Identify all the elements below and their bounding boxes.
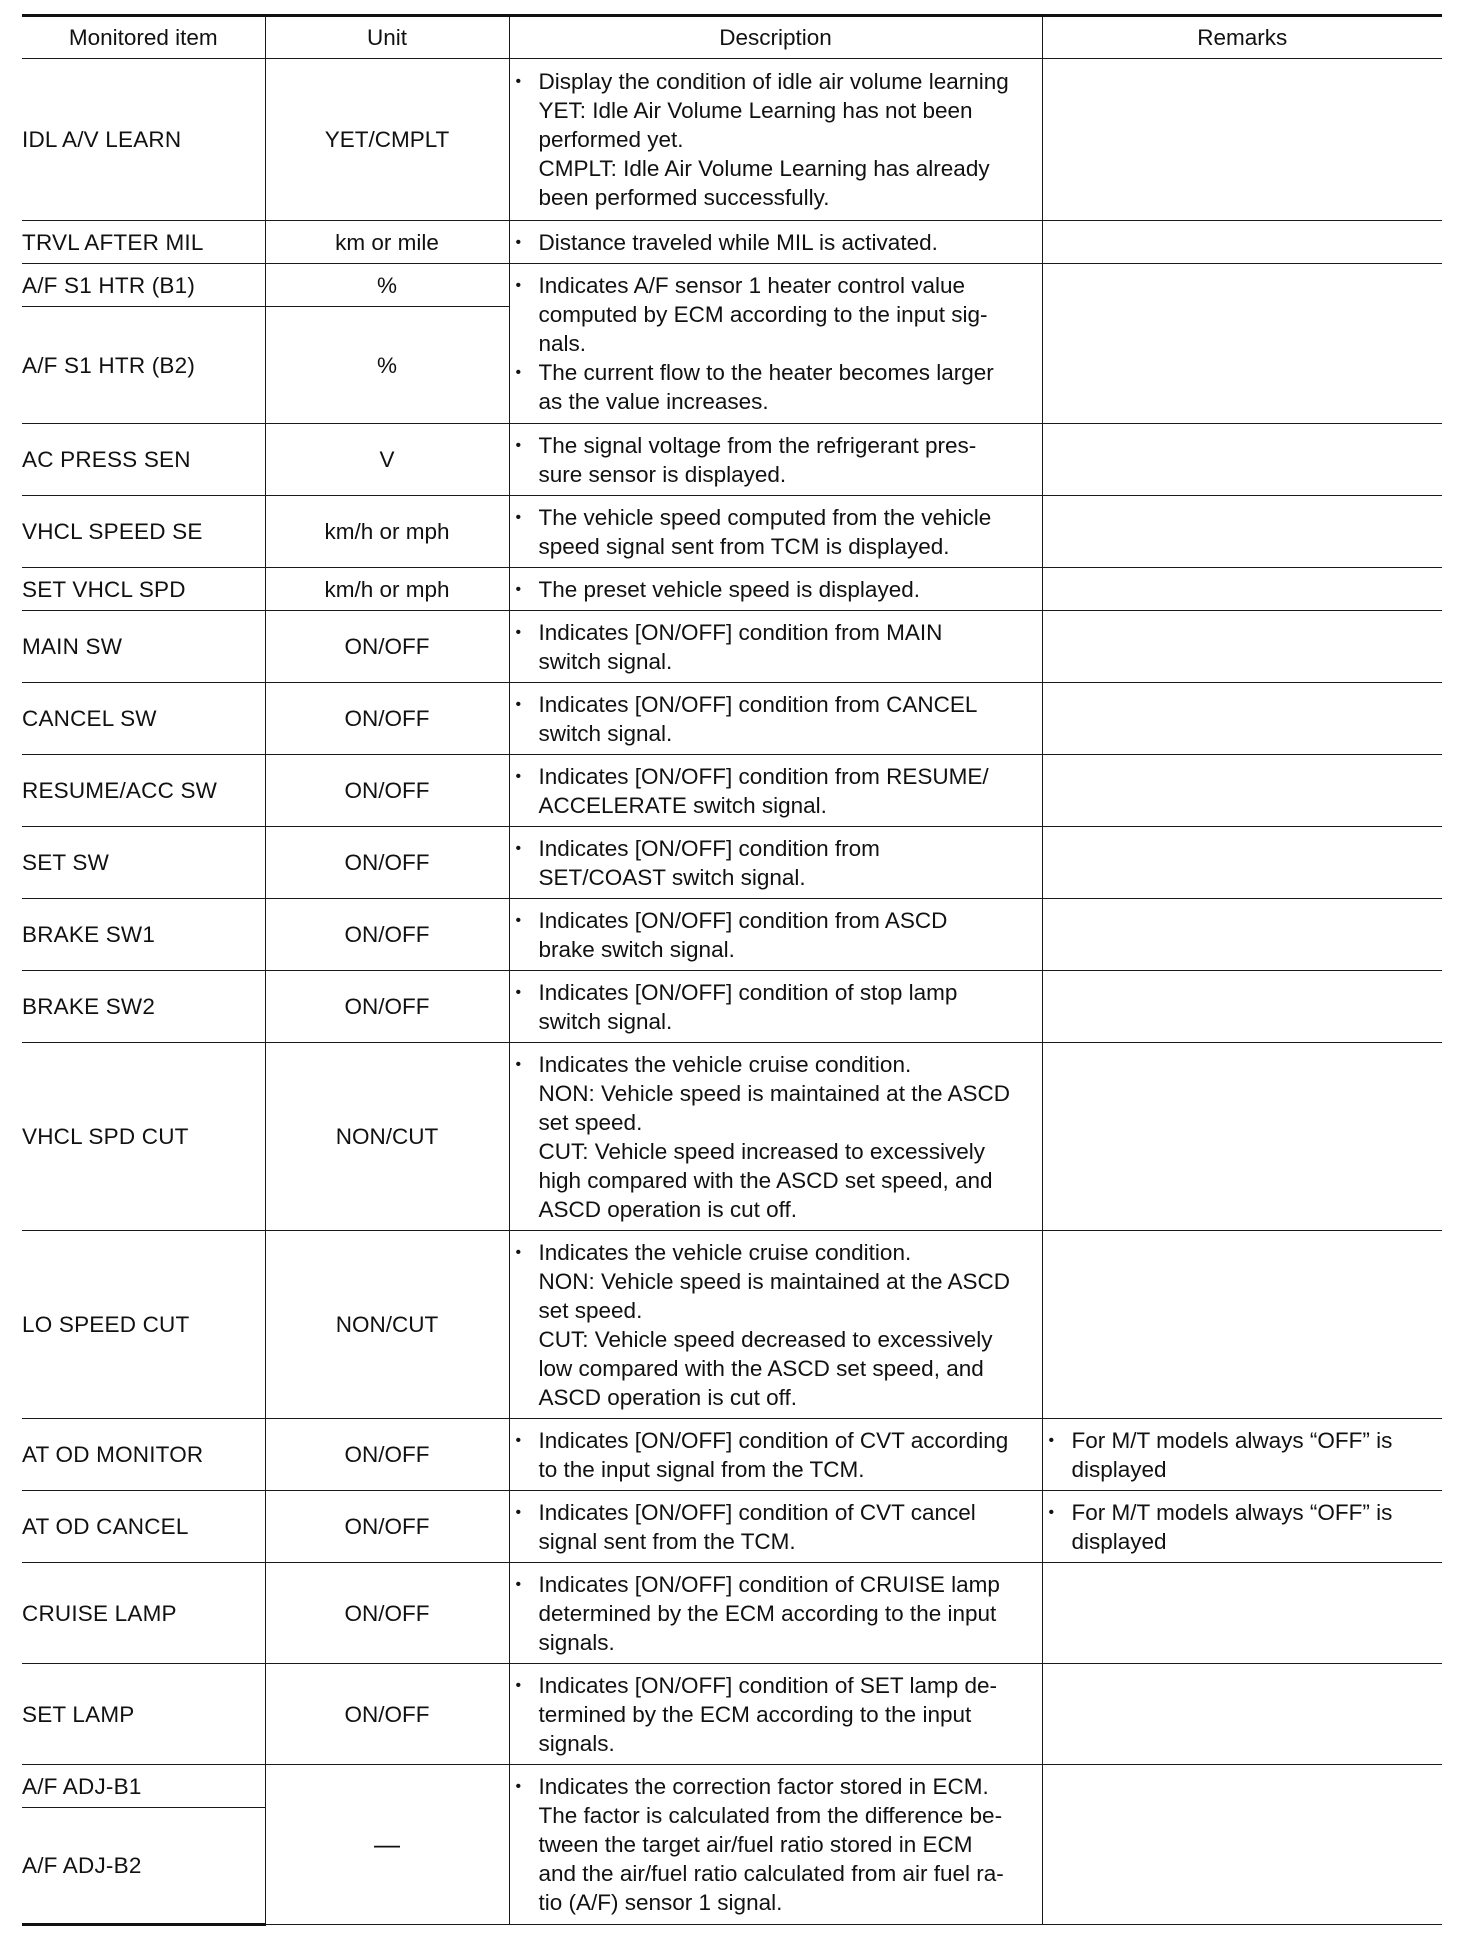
monitored-item-cell: A/F ADJ-B2: [22, 1808, 265, 1925]
description-list: [510, 762, 1042, 820]
table-row: [22, 1491, 1442, 1563]
monitored-item-cell: MAIN SW: [22, 611, 265, 683]
description-list: [510, 503, 1042, 561]
description-list: [510, 1238, 1042, 1412]
description-text: Indicates [ON/OFF] condition of stop lamp switch signal.: [538, 979, 958, 1034]
description-text: The vehicle speed computed from the vehicle speed signal sent from TCM is displayed.: [538, 504, 992, 559]
unit-cell: ON/OFF: [265, 827, 509, 899]
description-cell: [509, 1491, 1042, 1563]
description-text: Indicates [ON/OFF] condition of CVT according to the input signal from the TCM.: [538, 1427, 1009, 1482]
description-text: Indicates the vehicle cruise condition. NON: Vehicle speed is maintained at the ASCD set speed. CUT: Vehicle speed increased to excessively high compared with the ASCD set speed, and ASCD operation is cut off.: [538, 1051, 1011, 1222]
bullet-mark: •: [515, 364, 522, 381]
description-list: [510, 228, 1042, 257]
remarks-cell: [1042, 264, 1442, 424]
table-row: [22, 59, 1442, 221]
description-bullet-item: [510, 762, 1042, 820]
monitored-item-cell: BRAKE SW1: [22, 899, 265, 971]
bullet-mark: •: [515, 983, 522, 1001]
description-list: [510, 575, 1042, 604]
header-remarks: Remarks: [1042, 16, 1442, 59]
bullet-mark: •: [515, 1778, 522, 1795]
remarks-cell: [1042, 1563, 1442, 1664]
bullet-mark: •: [515, 277, 522, 294]
monitored-item-cell: VHCL SPEED SE: [22, 496, 265, 568]
description-list: [510, 906, 1042, 964]
description-bullet-item: [510, 358, 1042, 416]
description-text: Indicates [ON/OFF] condition of CRUISE lamp determined by the ECM according to the input signals.: [538, 1571, 1000, 1655]
remarks-cell: [1042, 827, 1442, 899]
monitored-item-cell: VHCL SPD CUT: [22, 1043, 265, 1231]
table-row: [22, 264, 1442, 307]
description-cell: [509, 1765, 1042, 1925]
description-bullet-item: [510, 1050, 1042, 1224]
unit-cell: NON/CUT: [265, 1231, 509, 1419]
remarks-cell: [1042, 568, 1442, 611]
header-description: Description: [509, 16, 1042, 59]
description-list: [510, 1426, 1042, 1484]
table-row: [22, 1043, 1442, 1231]
description-text: Indicates [ON/OFF] condition from CANCEL switch signal.: [538, 691, 978, 746]
description-bullet-item: [510, 503, 1042, 561]
description-bullet-item: [510, 575, 1042, 604]
monitored-item-cell: SET VHCL SPD: [22, 568, 265, 611]
description-cell: [509, 1664, 1042, 1765]
bullet-mark: •: [1048, 1431, 1055, 1449]
description-list: [510, 834, 1042, 892]
unit-cell: NON/CUT: [265, 1043, 509, 1231]
header-row: [22, 16, 1442, 59]
bullet-mark: •: [515, 839, 522, 857]
description-list: [510, 1498, 1042, 1556]
bullet-mark: •: [515, 508, 522, 526]
unit-cell: ON/OFF: [265, 1419, 509, 1491]
remarks-cell: [1042, 59, 1442, 221]
remarks-cell: [1042, 683, 1442, 755]
unit-cell: ON/OFF: [265, 971, 509, 1043]
description-list: [510, 431, 1042, 489]
monitored-item-cell: AC PRESS SEN: [22, 424, 265, 496]
unit-cell: %: [265, 264, 509, 307]
remarks-cell: [1042, 221, 1442, 264]
description-bullet-item: [510, 1671, 1042, 1758]
remarks-bullet-item: [1043, 1498, 1443, 1556]
description-cell: [509, 568, 1042, 611]
description-cell: [509, 755, 1042, 827]
monitored-item-cell: TRVL AFTER MIL: [22, 221, 265, 264]
table-row: [22, 899, 1442, 971]
unit-cell: ON/OFF: [265, 755, 509, 827]
monitored-item-cell: SET SW: [22, 827, 265, 899]
unit-cell: ON/OFF: [265, 683, 509, 755]
monitored-item-cell: AT OD MONITOR: [22, 1419, 265, 1491]
description-list: [510, 690, 1042, 748]
description-bullet-item: [510, 1426, 1042, 1484]
description-text: Display the condition of idle air volume learning YET: Idle Air Volume Learning has not been performed yet. CMPLT: Idle Air Volume Learning has already been performed successfully.: [538, 69, 1009, 210]
bullet-mark: •: [515, 1243, 522, 1261]
remarks-cell: [1042, 1491, 1442, 1563]
header-monitored-item: Monitored item: [22, 16, 265, 59]
remarks-cell: [1042, 1419, 1442, 1491]
remarks-cell: [1042, 1043, 1442, 1231]
table-row: [22, 1563, 1442, 1664]
description-bullet-item: [510, 906, 1042, 964]
description-cell: [509, 1419, 1042, 1491]
description-cell: [509, 59, 1042, 221]
monitored-item-cell: CRUISE LAMP: [22, 1563, 265, 1664]
bullet-mark: •: [515, 1503, 522, 1521]
description-text: Indicates the vehicle cruise condition. NON: Vehicle speed is maintained at the ASCD set speed. CUT: Vehicle speed decreased to excessively low compared with the ASCD set speed, and ASCD operation is cut off.: [538, 1239, 1011, 1410]
description-text: Indicates [ON/OFF] condition from SET/COAST switch signal.: [538, 835, 880, 890]
remarks-text: For M/T models always “OFF” is displayed: [1071, 1499, 1393, 1554]
bullet-mark: •: [515, 233, 522, 251]
remarks-cell: [1042, 496, 1442, 568]
unit-cell: %: [265, 307, 509, 424]
table-row: [22, 496, 1442, 568]
table-row: [22, 611, 1442, 683]
monitored-item-cell: CANCEL SW: [22, 683, 265, 755]
description-cell: [509, 827, 1042, 899]
table-row: [22, 683, 1442, 755]
monitored-item-cell: A/F S1 HTR (B1): [22, 264, 265, 307]
description-text: The signal voltage from the refrigerant pres- sure sensor is displayed.: [538, 432, 977, 487]
bullet-mark: •: [515, 623, 522, 641]
description-bullet-item: [510, 228, 1042, 257]
description-text: Indicates [ON/OFF] condition from MAIN switch signal.: [538, 619, 943, 674]
bullet-mark: •: [515, 1431, 522, 1449]
monitored-item-cell: BRAKE SW2: [22, 971, 265, 1043]
remarks-cell: [1042, 971, 1442, 1043]
bullet-mark: •: [515, 73, 522, 90]
description-cell: [509, 683, 1042, 755]
description-cell: [509, 611, 1042, 683]
remarks-cell: [1042, 1765, 1442, 1925]
unit-cell: ON/OFF: [265, 899, 509, 971]
remarks-cell: [1042, 424, 1442, 496]
unit-cell: km/h or mph: [265, 496, 509, 568]
table-row: [22, 827, 1442, 899]
description-cell: [509, 496, 1042, 568]
monitored-item-cell: A/F ADJ-B1: [22, 1765, 265, 1808]
monitored-item-cell: SET LAMP: [22, 1664, 265, 1765]
monitored-item-cell: AT OD CANCEL: [22, 1491, 265, 1563]
description-bullet-item: [510, 834, 1042, 892]
description-text: Indicates [ON/OFF] condition of CVT cancel signal sent from the TCM.: [538, 1499, 976, 1554]
table-row: [22, 971, 1442, 1043]
description-list: [510, 978, 1042, 1036]
table-row: [22, 1765, 1442, 1808]
unit-cell: YET/CMPLT: [265, 59, 509, 221]
description-bullet-item: [510, 67, 1042, 212]
description-cell: [509, 264, 1042, 424]
description-cell: [509, 1043, 1042, 1231]
monitored-item-cell: LO SPEED CUT: [22, 1231, 265, 1419]
description-text: Indicates [ON/OFF] condition from RESUME/ ACCELERATE switch signal.: [538, 763, 989, 818]
bullet-mark: •: [1048, 1503, 1055, 1521]
description-cell: [509, 971, 1042, 1043]
description-bullet-item: [510, 1570, 1042, 1657]
description-cell: [509, 1231, 1042, 1419]
monitor-item-table: [22, 14, 1442, 1926]
bullet-mark: •: [515, 767, 522, 785]
unit-cell: ON/OFF: [265, 1563, 509, 1664]
table-row: [22, 1231, 1442, 1419]
remarks-list: [1043, 1426, 1443, 1484]
header-unit: Unit: [265, 16, 509, 59]
description-bullet-item: [510, 618, 1042, 676]
description-bullet-item: [510, 978, 1042, 1036]
unit-cell: ON/OFF: [265, 611, 509, 683]
bullet-mark: •: [515, 911, 522, 929]
description-text: Indicates the correction factor stored in ECM. The factor is calculated from the difference be- tween the target air/fuel ratio stored in ECM and the air/fuel ratio calculated from air fuel ra- tio (A/F) sensor 1 signal.: [538, 1774, 1004, 1915]
unit-cell: —: [265, 1765, 509, 1925]
description-bullet-item: [510, 431, 1042, 489]
remarks-cell: [1042, 1231, 1442, 1419]
table-row: [22, 1664, 1442, 1765]
remarks-text: For M/T models always “OFF” is displayed: [1071, 1427, 1393, 1482]
bullet-mark: •: [515, 1676, 522, 1694]
description-text: Indicates A/F sensor 1 heater control value computed by ECM according to the input sig- nals.: [538, 273, 988, 356]
description-bullet-item: [510, 271, 1042, 358]
remarks-bullet-item: [1043, 1426, 1443, 1484]
remarks-cell: [1042, 755, 1442, 827]
remarks-list: [1043, 1498, 1443, 1556]
description-cell: [509, 424, 1042, 496]
table-row: [22, 1419, 1442, 1491]
table-row: [22, 221, 1442, 264]
table-row: [22, 568, 1442, 611]
description-list: [510, 67, 1042, 212]
description-list: [510, 1050, 1042, 1224]
bullet-mark: •: [515, 1055, 522, 1073]
unit-cell: km/h or mph: [265, 568, 509, 611]
description-list: [510, 1570, 1042, 1657]
bullet-mark: •: [515, 580, 522, 598]
description-text: The preset vehicle speed is displayed.: [538, 576, 920, 602]
description-bullet-item: [510, 1772, 1042, 1917]
unit-cell: ON/OFF: [265, 1491, 509, 1563]
description-cell: [509, 1563, 1042, 1664]
remarks-cell: [1042, 1664, 1442, 1765]
description-text: Indicates [ON/OFF] condition of SET lamp de- termined by the ECM according to the input signals.: [538, 1672, 998, 1756]
description-cell: [509, 221, 1042, 264]
monitored-item-cell: RESUME/ACC SW: [22, 755, 265, 827]
bullet-mark: •: [515, 436, 522, 454]
description-bullet-item: [510, 1238, 1042, 1412]
description-bullet-item: [510, 1498, 1042, 1556]
description-bullet-item: [510, 690, 1042, 748]
description-list: [510, 1772, 1042, 1917]
description-text: Distance traveled while MIL is activated.: [538, 229, 938, 255]
unit-cell: V: [265, 424, 509, 496]
bullet-mark: •: [515, 1575, 522, 1593]
description-list: [510, 1671, 1042, 1758]
monitored-item-cell: IDL A/V LEARN: [22, 59, 265, 221]
remarks-cell: [1042, 899, 1442, 971]
bullet-mark: •: [515, 695, 522, 713]
description-text: The current flow to the heater becomes larger as the value increases.: [538, 360, 994, 414]
unit-cell: km or mile: [265, 221, 509, 264]
description-list: [510, 271, 1042, 416]
table-row: [22, 424, 1442, 496]
description-cell: [509, 899, 1042, 971]
unit-cell: ON/OFF: [265, 1664, 509, 1765]
description-text: Indicates [ON/OFF] condition from ASCD brake switch signal.: [538, 907, 948, 962]
table-row: [22, 755, 1442, 827]
remarks-cell: [1042, 611, 1442, 683]
description-list: [510, 618, 1042, 676]
monitored-item-cell: A/F S1 HTR (B2): [22, 307, 265, 424]
